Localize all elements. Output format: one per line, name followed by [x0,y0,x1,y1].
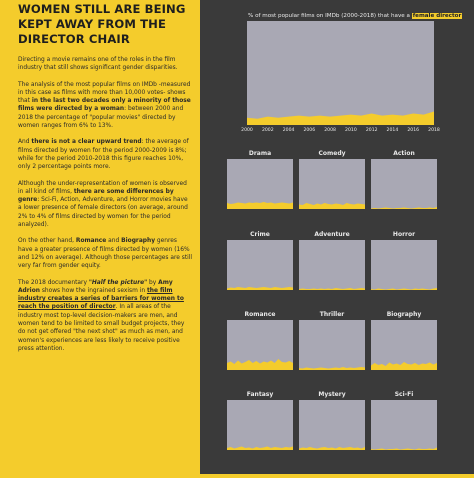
x-tick-label-2010: 2010 [345,128,357,133]
genre-fantasy-title: Fantasy [246,391,274,398]
genre-crime-title: Crime [250,231,270,238]
genre-adventure-title: Adventure [314,231,350,238]
p5-text-c: and [106,238,122,245]
p3-emphasis: there is not a clear upward trend [31,139,142,146]
article-panel [0,0,196,474]
genre-action-plot-bg [371,159,437,209]
p5-biography: Biography [121,238,156,245]
genre-adventure-plot-bg [299,240,365,290]
x-tick-label-2004: 2004 [282,128,295,133]
genre-romance-title: Romance [244,311,276,318]
genre-fantasy-plot-bg [227,400,293,450]
main-title-highlight: female director [412,13,462,19]
genre-horror-title: Horror [392,231,416,238]
paragraph-3 [18,138,193,171]
x-tick-label-2008: 2008 [324,128,336,133]
main-chart-plot-bg [247,21,434,125]
p6-director: Amy Adrion [18,279,173,294]
p6-barriers: the film industry creates a series of barriers for women to reach the position of director [18,287,184,311]
paragraph-2 [18,81,193,131]
p3-text-c: : the average of films directed by women for the period 2000-2009 is 8%; while for the period 2010-2018 this figure reaches 10%, only 2 percentage points more. [18,139,189,171]
x-tick-label-2018: 2018 [428,128,440,133]
p2-text-a: The analysis of the most popular films on IMDb -measured in this case as films with more than 10,000 votes- shows that [18,81,191,105]
x-tick-label-2012: 2012 [365,128,378,133]
genre-sci-fi-title: Sci-Fi [394,391,414,398]
p6-text-g: . In all areas of the industry most top-level decision-makers are men, and women tend to be limited to small budget projects, they do not get offered "the next shot" as much as men, and women's experiences are less likely to receive positive press attention. [18,304,185,352]
genre-mystery-plot-bg [299,400,365,450]
p6-text-a: The 2018 documentary [18,279,89,286]
p6-doc-title: "Half the picture" [88,279,148,286]
x-tick-label-2000: 2000 [241,128,253,133]
p4-text-c: : Sci-Fi, Action, Adventure, and Horror movies have a lower presence of female directors (on average, around 2% to 4% of films directed by women for the period analyzed). [18,197,188,229]
p5-text-a: On the other hand, [18,238,76,245]
article-title: WOMEN STILL ARE BEING KEPT AWAY FROM THE DIRECTOR CHAIR [18,2,186,46]
p5-romance: Romance [75,238,107,245]
genre-biography-title: Biography [386,311,422,318]
p6-text-e: shows how the ingrained sexism in [39,287,147,294]
paragraph-5 [18,237,193,270]
p5-text-e: genres have a greater presence of films directed by women (16% and 12% on average). Although those percentages are still very far from gender equity. [18,238,193,270]
p3-text-a: And [18,139,32,146]
x-tick-label-2014: 2014 [386,128,399,133]
p1-text: Directing a movie remains one of the roles in the film industry that still shows significant gender disparities. [18,57,178,72]
p4-text-a: Although the under-representation of women is observed in all kind of films, [18,180,187,195]
p4-emphasis: there are some differences by genre [18,188,174,204]
x-tick-label-2016: 2016 [407,128,420,133]
paragraph-6 [18,279,193,354]
genre-thriller-title: Thriller [319,311,345,318]
p2-text-c: : between 2000 and 2018 the percentage of "popular movies" directed by women ranges from 6% to 13%. [18,106,184,130]
chart-panel [200,0,474,474]
genre-comedy-plot-bg [299,159,365,209]
genre-mystery-title: Mystery [318,391,346,398]
main-title-text: % of most popular films on IMDb (2000-2018) that have a [248,13,412,19]
genre-horror-plot-bg [371,240,437,290]
article-body [18,56,193,361]
p6-text-c: by [147,279,159,286]
genre-sci-fi-plot-bg [371,400,437,450]
x-tick-label-2002: 2002 [261,128,274,133]
genre-crime-plot-bg [227,240,293,290]
charts-svg [200,0,474,474]
genre-comedy-title: Comedy [318,150,346,157]
main-chart-title [248,13,468,19]
x-tick-label-2006: 2006 [303,128,316,133]
paragraph-1 [18,56,193,73]
genre-action-title: Action [393,150,415,157]
p2-emphasis: in the last two decades only a minority of those films were directed by a woman [18,98,191,113]
genre-drama-area [227,202,293,209]
genre-thriller-plot-bg [299,320,365,370]
paragraph-4 [18,180,193,230]
genre-drama-title: Drama [248,150,272,157]
genre-drama-plot-bg [227,159,293,209]
